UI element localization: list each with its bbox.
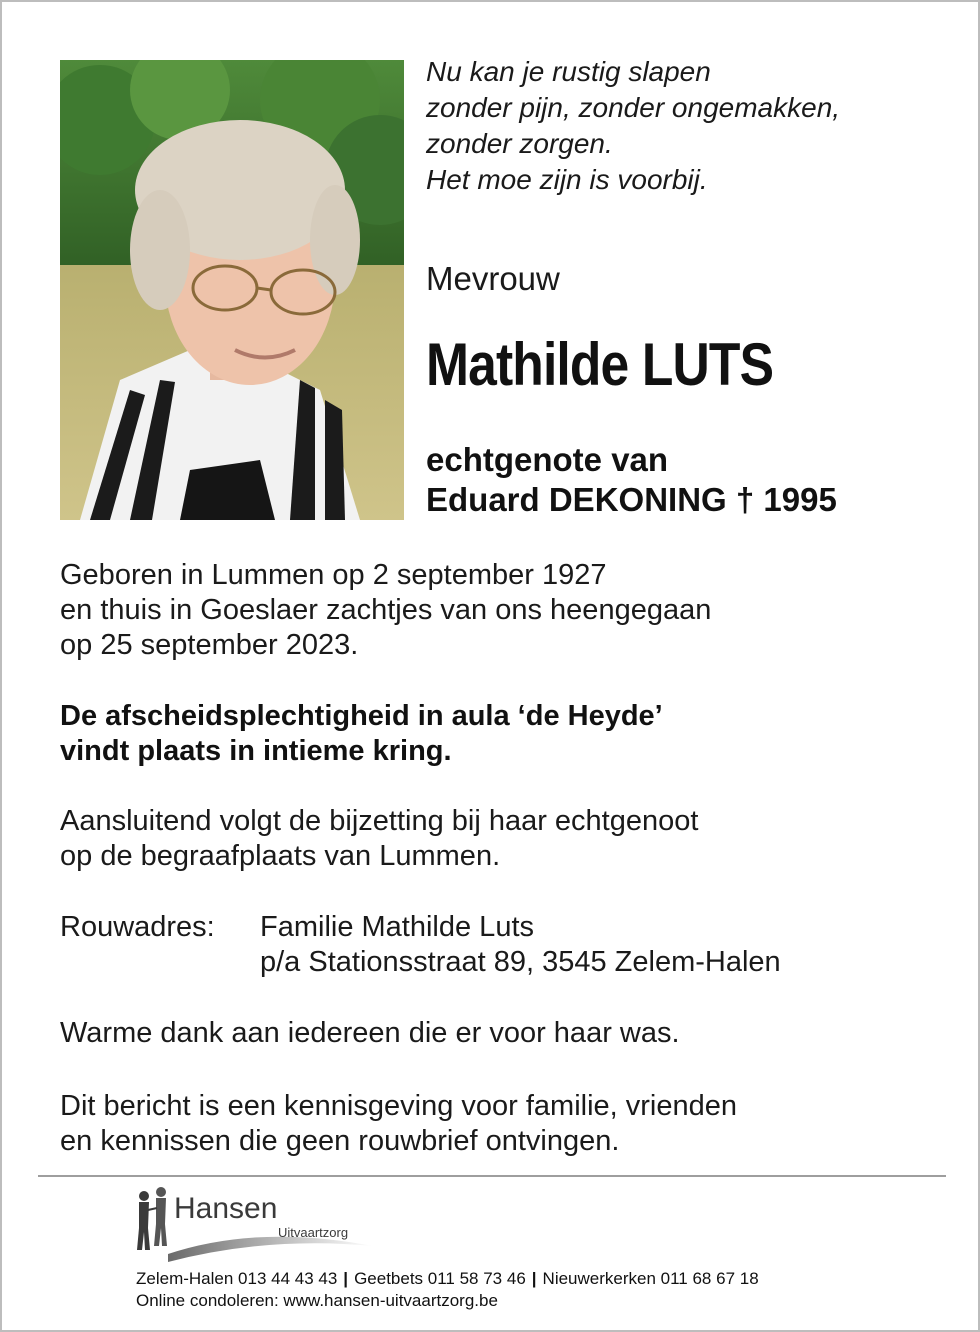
thanks-text: Warme dank aan iedereen die er voor haar was. [60, 1017, 680, 1049]
poem-line: Het moe zijn is voorbij. [426, 164, 708, 195]
birth-line: op 25 september 2023. [60, 629, 359, 661]
address-label: Rouwadres: [60, 911, 215, 943]
spouse-info [426, 440, 837, 520]
ceremony-line: vindt plaats in intieme kring. [60, 735, 452, 767]
portrait-photo [60, 60, 404, 520]
birth-line: Geboren in Lummen op 2 september 1927 [60, 559, 607, 591]
online-condolence-link[interactable]: Online condoleren: www.hansen-uitvaartzorg.be [136, 1291, 498, 1310]
spouse-line: echtgenote van [426, 441, 669, 478]
address-line: p/a Stationsstraat 89, 3545 Zelem-Halen [260, 946, 781, 978]
separator: | [531, 1269, 537, 1288]
burial-line: Aansluitend volgt de bijzetting bij haar echtgenoot [60, 805, 699, 837]
contact-zelem-halen: Zelem-Halen 013 44 43 43 [136, 1269, 338, 1288]
footer-contacts [136, 1268, 759, 1312]
contact-row [136, 1268, 759, 1290]
ceremony-info [60, 699, 663, 769]
birth-line: en thuis in Goeslaer zachtjes van ons heengegaan [60, 594, 712, 626]
poem-line: Nu kan je rustig slapen [426, 56, 711, 87]
separator: | [343, 1269, 349, 1288]
poem-line: zonder zorgen. [426, 128, 613, 159]
divider [38, 1175, 946, 1177]
ceremony-line: De afscheidsplechtigheid in aula ‘de Heyde’ [60, 700, 663, 732]
contact-nieuwerkerken: Nieuwerkerken 011 68 67 18 [542, 1269, 759, 1288]
contact-geetbets: Geetbets 011 58 73 46 [354, 1269, 526, 1288]
poem-line: zonder pijn, zonder ongemakken, [426, 92, 841, 123]
notice-line: Dit bericht is een kennisgeving voor familie, vrienden [60, 1090, 738, 1122]
funeral-home-name: Hansen [174, 1192, 278, 1225]
deceased-name: Mathilde LUTS [426, 331, 774, 398]
spouse-name: Eduard DEKONING † 1995 [426, 481, 837, 518]
funeral-home-subtitle: Uitvaartzorg [278, 1225, 349, 1240]
poem [426, 54, 946, 198]
burial-line: op de begraafplaats van Lummen. [60, 840, 501, 872]
burial-info [60, 804, 698, 874]
address-lines [260, 910, 781, 980]
deceased-title: Mevrouw [426, 260, 560, 297]
notice-text [60, 1089, 737, 1159]
notice-line: en kennissen die geen rouwbrief ontvingen. [60, 1125, 620, 1157]
address-line: Familie Mathilde Luts [260, 911, 534, 943]
birth-info [60, 558, 711, 663]
